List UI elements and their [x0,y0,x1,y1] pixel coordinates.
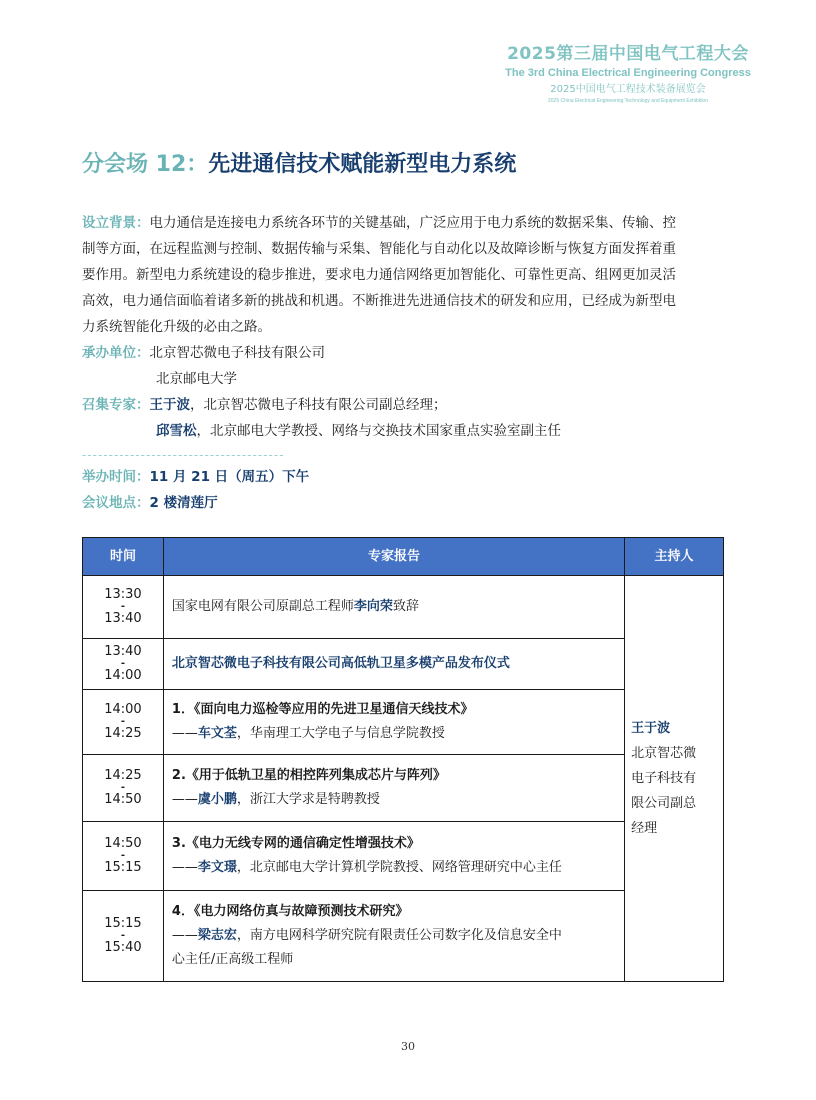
report-cell [163,822,624,891]
speaker-name: 虞小鹏 [197,792,237,807]
report-title: 1．《面向电力巡检等应用的先进卫星通信天线技术》 [171,702,474,717]
speaker-affiliation: ，浙江大学求是特聘教授 [236,792,380,807]
start-time: 14:25 [104,768,142,783]
em-dash: —— [171,928,198,943]
time-cell [83,690,164,755]
host-cell [625,576,724,982]
table-header-row [83,538,724,576]
host-name: 王于波 [631,721,671,736]
time-separator: - [120,850,126,861]
report-text: 致辞 [392,599,419,614]
host-desc: 经理 [631,821,658,836]
end-time: 15:15 [104,860,142,875]
report-cell [163,755,624,822]
header-time: 时间 [83,538,164,576]
start-time: 14:50 [104,836,142,851]
background-line: 电力通信是连接电力系统各环节的关键基础，广泛应用于电力系统的数据采集、传输、控 [149,215,676,231]
speaker-affiliation: ，北京邮电大学计算机学院教授、网络管理研究中心主任 [236,860,562,875]
speaker-affiliation: 心主任/正高级工程师 [171,952,294,967]
time-separator: - [120,658,126,669]
expert-desc: ，北京邮电大学教授、网络与交换技术国家重点实验室副主任 [196,423,561,439]
congress-logo [480,44,776,120]
table-row [83,576,724,639]
organizers [82,340,732,392]
session-title [82,150,516,180]
speaker-affiliation: ，南方电网科学研究院有限责任公司数字化及信息安全中 [236,928,562,943]
start-time: 15:15 [104,916,142,931]
header-host: 主持人 [625,538,724,576]
release-ceremony: 北京智芯微电子科技有限公司高低轨卫星多模产品发布仪式 [171,656,510,671]
background-line: 要作用。新型电力系统建设的稳步推进，要求电力通信网络更加智能化、可靠性更高、组网更加灵活 [82,267,676,283]
speaker-name: 李文璟 [197,860,237,875]
em-dash: —— [171,726,198,741]
venue-label: 会议地点： [82,495,150,511]
dashed-divider: -------------------------------------- [82,448,285,462]
background-paragraph [82,210,732,340]
page-number: 30 [401,1040,415,1053]
session-name: 先进通信技术赋能新型电力系统 [208,152,517,177]
time-value: 11 月 21 日（周五）下午 [149,469,310,485]
background-line: 制等方面，在远程监测与控制、数据传输与采集、智能化与自动化以及故障诊断与恢复方面发挥着重 [82,241,676,257]
end-time: 14:00 [104,668,142,683]
background-label: 设立背景： [82,215,150,231]
report-title: 4．《电力网络仿真与故障预测技术研究》 [171,904,409,919]
experts [82,392,732,444]
time-label: 举办时间： [82,469,150,485]
report-cell [163,690,624,755]
time-cell [83,891,164,982]
experts-label: 召集专家： [82,397,150,413]
time-cell [83,576,164,639]
expert-name: 王于波 [149,397,190,413]
time-cell [83,822,164,891]
session-number: 分会场 12： [82,152,209,177]
report-title: 2.《用于低轨卫星的相控阵列集成芯片与阵列》 [171,768,446,783]
agenda-table [82,537,724,982]
report-cell [163,891,624,982]
logo-title-cn: 2025第三届中国电气工程大会 [507,44,749,64]
report-cell [163,639,624,690]
host-desc: 电子科技有 [631,771,697,786]
time-separator: - [120,601,126,612]
time-cell [83,755,164,822]
time-separator: - [120,930,126,941]
speaker-name: 车文荃 [197,726,237,741]
speaker-affiliation: ，华南理工大学电子与信息学院教授 [236,726,445,741]
organizer-name: 北京智芯微电子科技有限公司 [149,345,325,361]
host-desc: 限公司副总 [631,796,697,811]
header-report: 专家报告 [163,538,624,576]
end-time: 14:25 [104,726,142,741]
background-line: 力系统智能化升级的必由之路。 [82,319,271,335]
report-title: 3.《电力无线专网的通信确定性增强技术》 [171,836,420,851]
report-text: 国家电网有限公司原副总工程师 [171,599,354,614]
expert-name: 邱雪松 [156,423,197,439]
end-time: 13:40 [104,611,142,626]
logo-exhibition-cn: 2025中国电气工程技术装备展览会 [550,84,706,95]
session-info [82,210,732,516]
logo-exhibition-en: 2025 China Electrical Engineering Technology and Equipment Exhibition [547,98,708,104]
em-dash: —— [171,860,198,875]
speaker-name: 李向荣 [353,599,393,614]
end-time: 14:50 [104,792,142,807]
expert-desc: ，北京智芯微电子科技有限公司副总经理； [190,397,447,413]
time-separator: - [120,782,126,793]
report-cell [163,576,624,639]
time-separator: - [120,716,126,727]
venue-value: 2 楼清莲厅 [149,495,218,511]
organizer-name: 北京邮电大学 [156,371,237,387]
time-cell [83,639,164,690]
start-time: 14:00 [104,702,142,717]
background-line: 高效，电力通信面临着诸多新的挑战和机遇。不断推进先进通信技术的研发和应用，已经成为新型电 [82,293,676,309]
end-time: 15:40 [104,940,142,955]
start-time: 13:30 [104,587,142,602]
host-desc: 北京智芯微 [631,746,697,761]
logo-title-en: The 3rd China Electrical Engineering Congress [505,67,751,79]
start-time: 13:40 [104,644,142,659]
organizers-label: 承办单位： [82,345,150,361]
speaker-name: 梁志宏 [197,928,237,943]
em-dash: —— [171,792,198,807]
